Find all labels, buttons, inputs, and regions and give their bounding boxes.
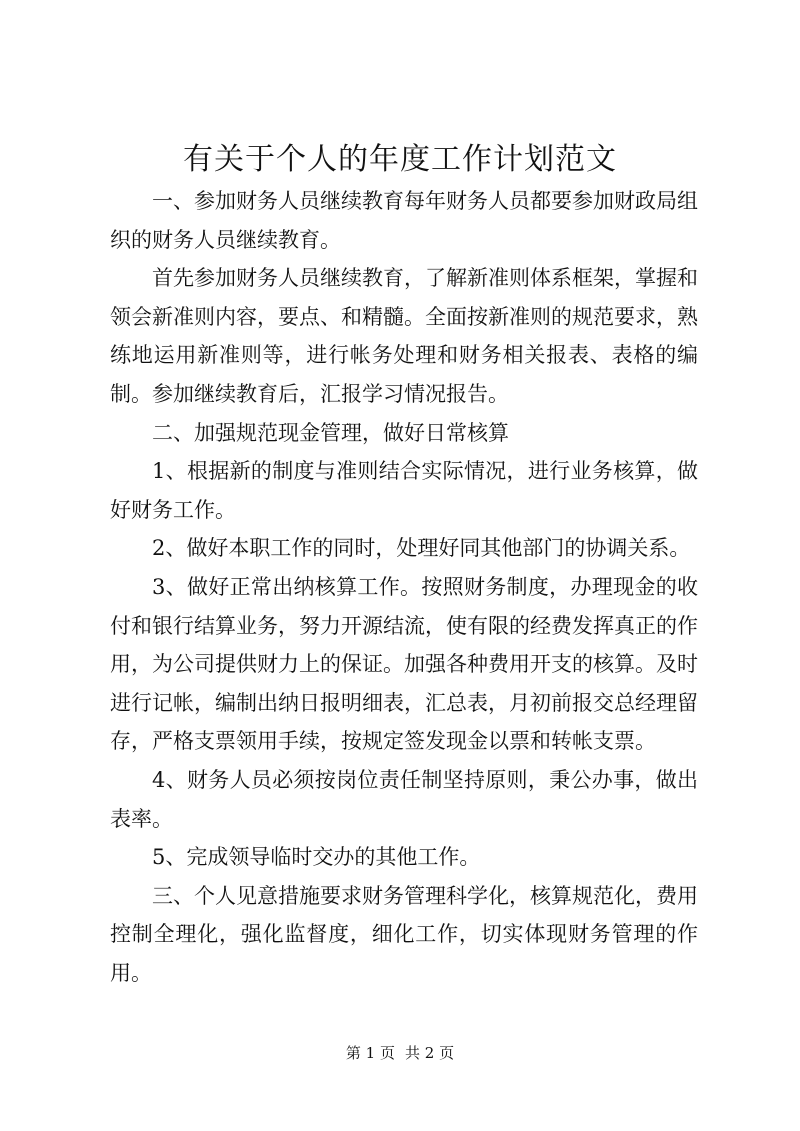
paragraph-5: 2、做好本职工作的同时，处理好同其他部门的协调关系。 <box>152 536 691 561</box>
page-total: 共 2 页 <box>405 1044 455 1062</box>
paragraph-7: 4、财务人员必须按岗位责任制坚持原则，秉公办事，做出表率。 <box>110 767 698 831</box>
paragraph-9: 三、个人见意措施要求财务管理科学化，核算规范化，费用控制全理化，强化监督度，细化工作，切实体现财务管理的作用。 <box>110 883 698 985</box>
paragraph-3: 二、加强规范现金管理，做好日常核算 <box>152 420 509 445</box>
page-footer <box>0 1043 800 1063</box>
paragraph-8: 5、完成领导临时交办的其他工作。 <box>152 845 481 870</box>
paragraph-4: 1、根据新的制度与准则结合实际情况，进行业务核算，做好财务工作。 <box>110 459 698 522</box>
paragraph-2: 首先参加财务人员继续教育，了解新准则体系框架，掌握和领会新准则内容，要点、和精髓。全面按新准则的规范要求，熟练地运用新准则等，进行帐务处理和财务相关报表、表格的编制。参加继续教育后，汇报学习情况报告。 <box>110 266 698 406</box>
paragraph-1: 一、参加财务人员继续教育每年财务人员都要参加财政局组织的财务人员继续教育。 <box>110 189 698 252</box>
document-title: 有关于个人的年度工作计划范文 <box>183 142 617 177</box>
paragraph-6: 3、做好正常出纳核算工作。按照财务制度，办理现金的收付和银行结算业务，努力开源结流，使有限的经费发挥真正的作用，为公司提供财力上的保证。加强各种费用开支的核算。及时进行记帐，编制出纳日报明细表，汇总表，月初前报交总经理留存，严格支票领用手续，按规定签发现金以票和转帐支票。 <box>110 574 698 754</box>
document-body <box>110 182 698 992</box>
page-number: 第 1 页 <box>345 1044 395 1062</box>
